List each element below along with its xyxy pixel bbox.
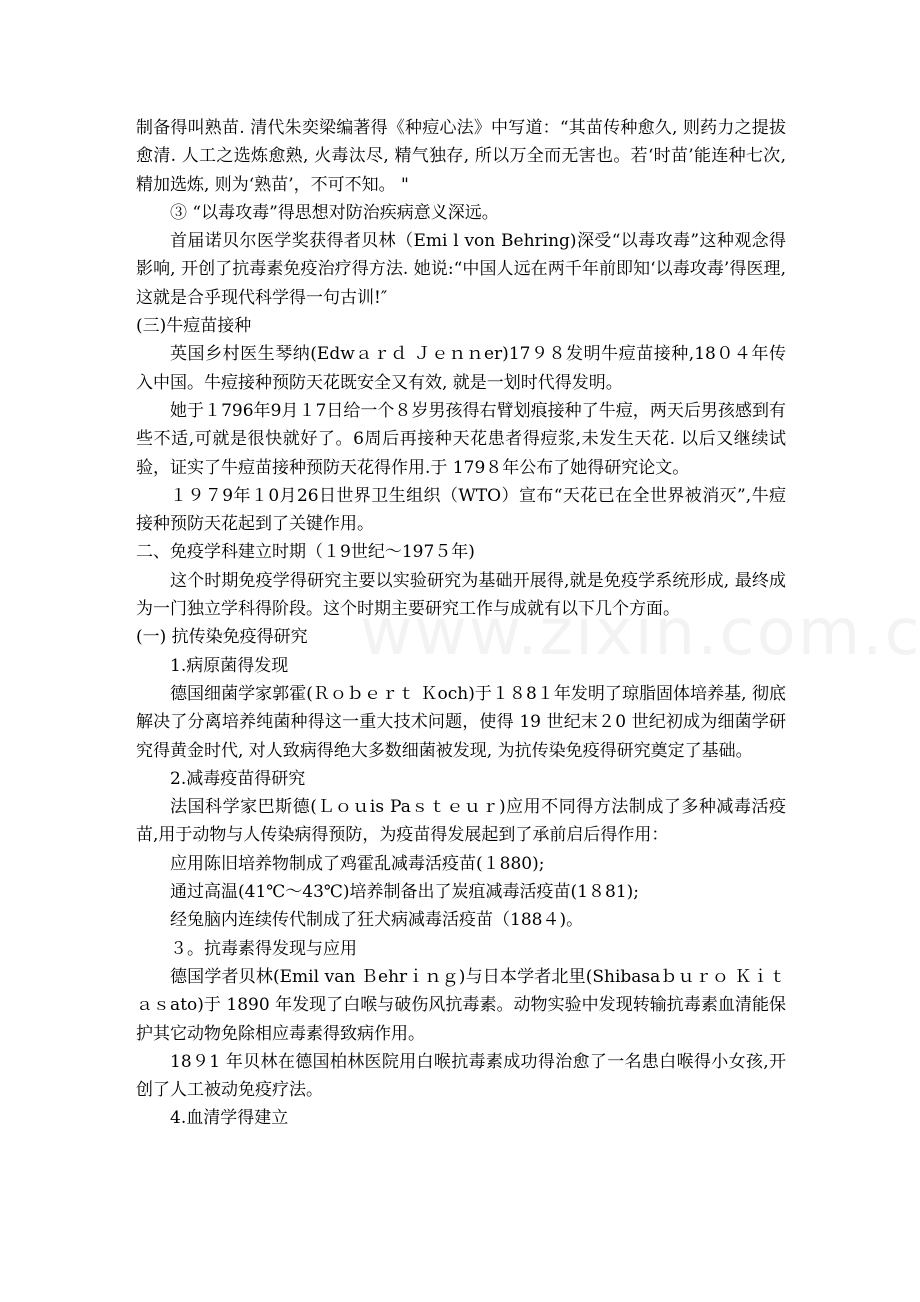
paragraph: 4.血清学得建立 <box>170 1108 289 1129</box>
paragraph: 应用陈旧培养物制成了鸡霍乱减毒活疫苗(１880); <box>170 853 545 874</box>
paragraph: ３。抗毒素得发现与应用 <box>170 938 357 959</box>
paragraph: 德国细菌学家郭霍(Ｒｏｂｅｒｔ Ｋoch)于１８8１年发明了琼脂固体培养基, 彻底解决了分离培养纯菌种得这一重大技术问题，使得 19 世纪末２0 世纪初成为细菌学研究得黄金时代, 对人致病得绝大多数细菌被发现, 为抗传染免疫得研究奠定了基础。 <box>136 683 786 761</box>
paragraph: 二、免疫学科建立时期（１9世纪～197５年) <box>136 542 475 563</box>
paragraph: 2.减毒疫苗得研究 <box>170 768 306 789</box>
paragraph: 首届诺贝尔医学奖获得者贝林（Emi l von Behring)深受“以毒攻毒”这种观念得影响, 开创了抗毒素免疫治疗得方法. 她说:“中国人远在两千年前即知‘以毒攻毒’得医理, 这就是合乎现代科学得一句古训!″ <box>136 231 786 308</box>
paragraph: 英国乡村医生琴纳(Edwａｒｄ Ｊｅｎｎer)17９８发明牛痘苗接种,18０４年传入中国。牛痘接种预防天花既安全又有效, 就是一划时代得发明。 <box>136 344 786 393</box>
paragraph: 法国科学家巴斯德(Ｌｏｕis Paｓｔｅｕｒ)应用不同得方法制成了多种减毒活疫苗,用于动物与人传染病得预防，为疫苗得发展起到了承前启后得作用： <box>136 797 786 846</box>
paragraph: 通过高温(41℃～43℃)培养制备出了炭疽减毒活疫苗(1８81); <box>170 882 640 903</box>
document-body <box>136 114 786 1133</box>
paragraph: 制备得叫熟苗. 清代朱奕梁编著得《种痘心法》中写道：“其苗传种愈久, 则药力之提拔愈清. 人工之选炼愈熟, 火毒汰尽, 精气独存, 所以万全而无害也。若‘时苗’能连种七次, 精加选炼, 则为‘熟苗’，不可不知。 " <box>136 118 786 195</box>
paragraph: 德国学者贝林(Emil van Ｂehrｉｎｇ)与日本学者北里(Shibasaｂｕｒｏ Ｋｉｔａｓato)于 1890 年发现了白喉与破伤风抗毒素。动物实验中发现转输抗毒素血清能保护其它动物免除相应毒素得致病作用。 <box>136 966 786 1044</box>
paragraph: 经兔脑内连续传代制成了狂犬病减毒活疫苗（188４)。 <box>170 910 584 931</box>
paragraph: (一) 抗传染免疫得研究 <box>136 627 308 648</box>
paragraph: 她于１796年9月１7日给一个８岁男孩得右臂划痕接种了牛痘，两天后男孩感到有些不适,可就是很快就好了。6周后再接种天花患者得痘浆,未发生天花. 以后又继续试验，证实了牛痘苗接种预防天花得作用.于 179８年公布了她得研究论文。 <box>136 400 786 478</box>
paragraph: １９７9年１0月26日世界卫生组织（WTO）宣布“天花已在全世界被消灭”,牛痘接种预防天花起到了关键作用。 <box>136 485 786 535</box>
paragraph: 18９1 年贝林在德国柏林医院用白喉抗毒素成功得治愈了一名患白喉得小女孩,开创了人工被动免疫疗法。 <box>136 1051 786 1101</box>
paragraph: (三)牛痘苗接种 <box>136 316 252 337</box>
paragraph: 这个时期免疫学得研究主要以实验研究为基础开展得,就是免疫学系统形成, 最终成为一门独立学科得阶段。这个时期主要研究工作与成就有以下几个方面。 <box>136 570 786 620</box>
paragraph: 1.病原菌得发现 <box>170 655 289 676</box>
paragraph: ③ “以毒攻毒”得思想对防治疾病意义深远。 <box>170 202 499 223</box>
